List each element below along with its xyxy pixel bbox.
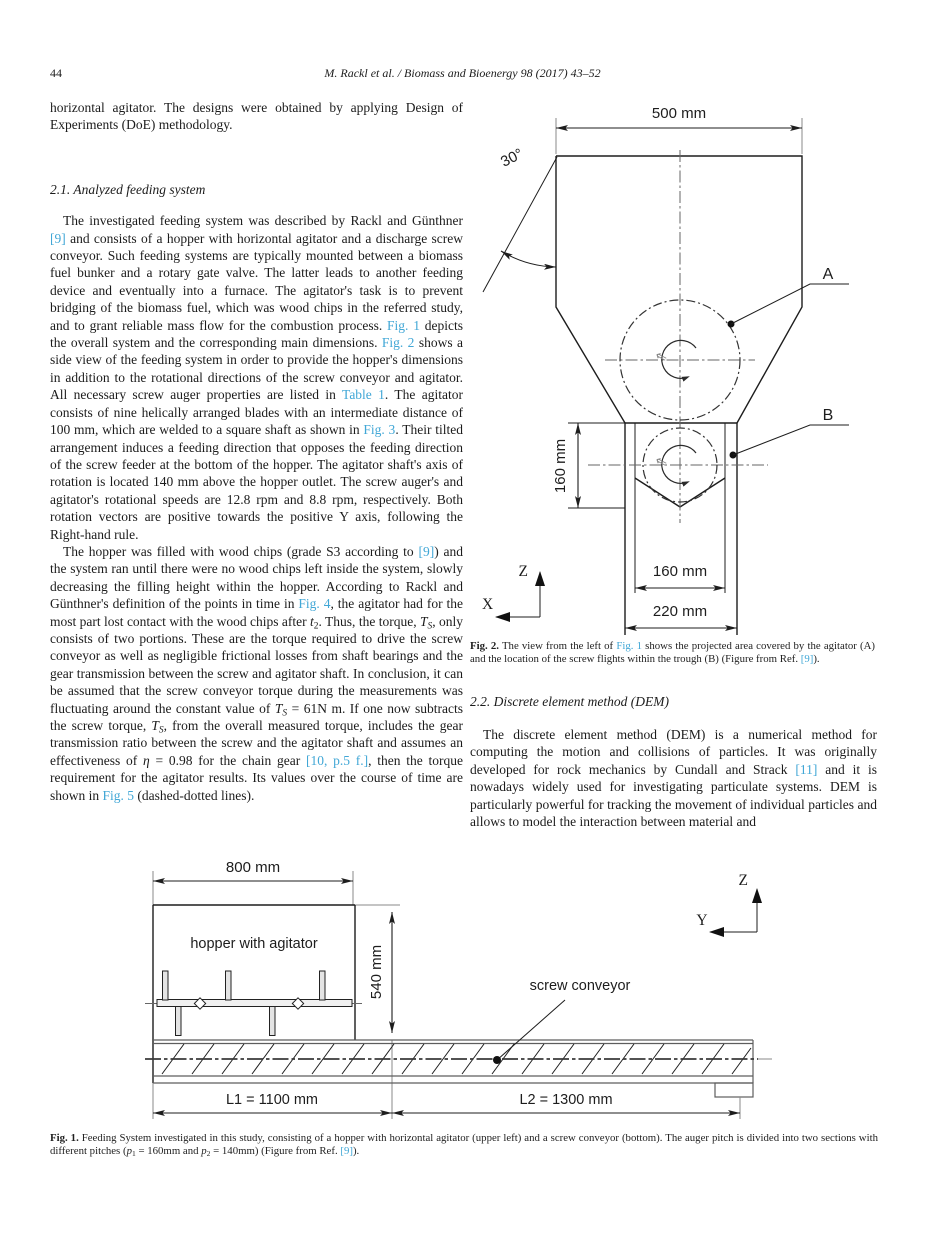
left-column: [50, 99, 463, 804]
paragraph: The hopper was filled with wood chips (grade S3 according to [9]) and the system ran until there were no wood chips left inside the system, slowly decreasing the filling height within the hopper. According to Rackl and Günthner's definition of the points in time in Fig. 4, the agitator had for the most part lost contact with the wood chips after $t_2$. Thus, the torque, $T_S$, only consists of two portions. These are the torque required to drive the screw conveyor as well as negligible frictional losses from shaft bearings and the gear transmission between the screw and agitator shaft. In conclusion, it can be assumed that the screw conveyor torque during the measurements was fluctuating around the constant value of $T_S = 61N$ m. If one now subtracts the screw torque, $T_S$, from the overall measured torque, includes the gear transmission ratio between the screw and the agitator shaft and assumes an effectiveness of η = 0.98 for the chain gear [10, p.5 f.], then the torque requirement for the agitator results. Its values over the course of time are shown in Fig. 5 (dashed-dotted lines).: [50, 543, 463, 803]
angle-label: 30°: [497, 145, 526, 171]
paragraph: The discrete element method (DEM) is a numerical method for computing the motion and collisions of particles. It was originally developed for rock mechanics by Cundall and Strack [11] and it is nowadays widely used for investigating particulate systems. DEM is particularly powerful for tracking the movement of individual particles and allows to model the interaction between material and: [470, 727, 878, 830]
citation-link[interactable]: [9]: [50, 230, 66, 246]
svg-text:B: B: [822, 407, 834, 424]
figure-1-caption: Fig. 1. Feeding System investigated in this study, consisting of a hopper with horizontal agitator (upper left) and a screw conveyor (bottom). The auger pitch is divided into two sections with different pitches ($p_1 = 160mm$ and $p_2 = 140mm$) (Figure from Ref. [9]).: [50, 1132, 878, 1159]
section-heading-2-1: 2.1. Analyzed feeding system: [50, 181, 206, 197]
axis-x-label: X: [482, 596, 494, 613]
figure-2-caption: Fig. 2. The view from the left of Fig. 1 shows the projected area covered by the agitator (A) and the location of the screw flights within the trough (B) (Figure from Ref. [9]).: [470, 640, 875, 666]
agitator-blade-down: [270, 1007, 276, 1036]
hopper-outline: [556, 156, 802, 423]
agitator-assembly: [145, 971, 362, 1036]
citation-link[interactable]: [9]: [418, 543, 435, 559]
axis-y-label: Y: [696, 912, 708, 929]
centerlines: [588, 150, 768, 523]
paragraph-continuation: horizontal agitator. The designs were obtained by applying Design of Experiments (DoE) methodology.: [50, 100, 463, 133]
dimension-trough-inner-width: [635, 563, 725, 588]
svg-text:A: A: [822, 266, 834, 283]
citation-link[interactable]: Fig. 2: [381, 335, 415, 351]
right-column-paragraph: [470, 726, 877, 830]
feed-direction-icon: ⇐: [652, 452, 670, 473]
section-heading-2-2: 2.2. Discrete element method (DEM): [470, 694, 669, 709]
dimension-500mm: [556, 105, 802, 154]
citation-link[interactable]: Fig. 1: [616, 640, 642, 652]
dim-label: 500 mm: [651, 105, 707, 122]
hopper-outline: [153, 905, 400, 1083]
angle-30deg: [483, 145, 557, 292]
figure-1-diagram: [100, 855, 825, 1130]
dimension-l1-l2: [153, 1083, 740, 1119]
citation-link[interactable]: Table 1: [342, 387, 385, 403]
svg-text:220 mm: 220 mm: [652, 603, 708, 620]
paragraph: The investigated feeding system was described by Rackl and Günthner [9] and consists of a hopper with horizontal agitator and a discharge screw conveyor. Such feeding systems are typically mounted between a biomass fuel bunker and a rotary gate valve. The latter leads to another feeding device and eventually into a furnace. The agitator's task is to prevent bridging of the biomass fuel, which was wood chips in the referred study, and to grant reliable mass flow for the combustion process. Fig. 1 depicts the overall system and the corresponding main dimensions. Fig. 2 shows a side view of the feeding system in order to provide the hopper's dimensions in addition to the rotational directions of the screw conveyor and agitator. All necessary screw auger properties are listed in Table 1. The agitator consists of nine helically arranged blades with an intermediate distance of 100 mm, which are welded to a square shaft as shown in Fig. 3. Their tilted arrangement induces a feeding direction that opposes the feeding direction of the screw feeder at the bottom of the hopper. The agitator shaft's axis of rotation is located 140 mm above the hopper outlet. The screw auger's and agitator's rotational speeds are 12.8 rpm and 8.8 rpm, respectively. Both rotation vectors are positive towards the positive Y axis, following the Right-hand rule.: [50, 213, 464, 542]
citation-link[interactable]: [9]: [800, 653, 814, 666]
page-number: 44: [50, 66, 62, 80]
axis-z-label: Z: [738, 872, 748, 889]
dim-l2-label: L2 = 1300 mm: [519, 1092, 613, 1108]
agitator-blade-down: [176, 1007, 182, 1036]
citation-link[interactable]: Fig. 4: [298, 596, 331, 612]
conveyor-label-group: [493, 978, 631, 1064]
svg-text:160 mm: 160 mm: [552, 438, 569, 494]
axis-z-label: Z: [518, 563, 528, 580]
agitator-blade-up: [320, 971, 326, 1000]
conveyor-label: screw conveyor: [529, 978, 631, 994]
label-a: [728, 266, 850, 328]
citation-link[interactable]: [9]: [340, 1145, 353, 1158]
dimension-540mm: [368, 912, 392, 1119]
dim-l1-label: L1 = 1100 mm: [225, 1092, 319, 1108]
figure-2-diagram: [468, 98, 875, 638]
citation-link[interactable]: [11]: [795, 761, 818, 777]
hopper-label: hopper with agitator: [190, 936, 318, 952]
citation-link[interactable]: Fig. 3: [363, 422, 396, 438]
coordinate-axes: [482, 563, 540, 617]
citation-link[interactable]: Fig. 1: [387, 317, 420, 333]
label-b: [730, 407, 850, 459]
coordinate-axes: [696, 872, 757, 932]
agitator-blade-up: [163, 971, 169, 1000]
svg-text:160 mm: 160 mm: [652, 563, 708, 580]
conveyor-outlet: [715, 1083, 753, 1097]
dimension-800mm: [153, 859, 353, 905]
agitator-blade-up: [226, 971, 232, 1000]
citation-link[interactable]: [10, p.5 f.]: [305, 752, 369, 768]
feed-direction-icon: ⇐: [652, 347, 670, 368]
dimension-trough-outer-width: [625, 603, 737, 628]
citation-link[interactable]: Fig. 5: [102, 787, 135, 803]
conveyor-trough: [145, 1040, 772, 1097]
running-header: M. Rackl et al. / Biomass and Bioenergy 98 (2017) 43–52: [324, 66, 601, 80]
svg-text:540 mm: 540 mm: [368, 944, 385, 1000]
svg-text:800 mm: 800 mm: [225, 859, 281, 876]
